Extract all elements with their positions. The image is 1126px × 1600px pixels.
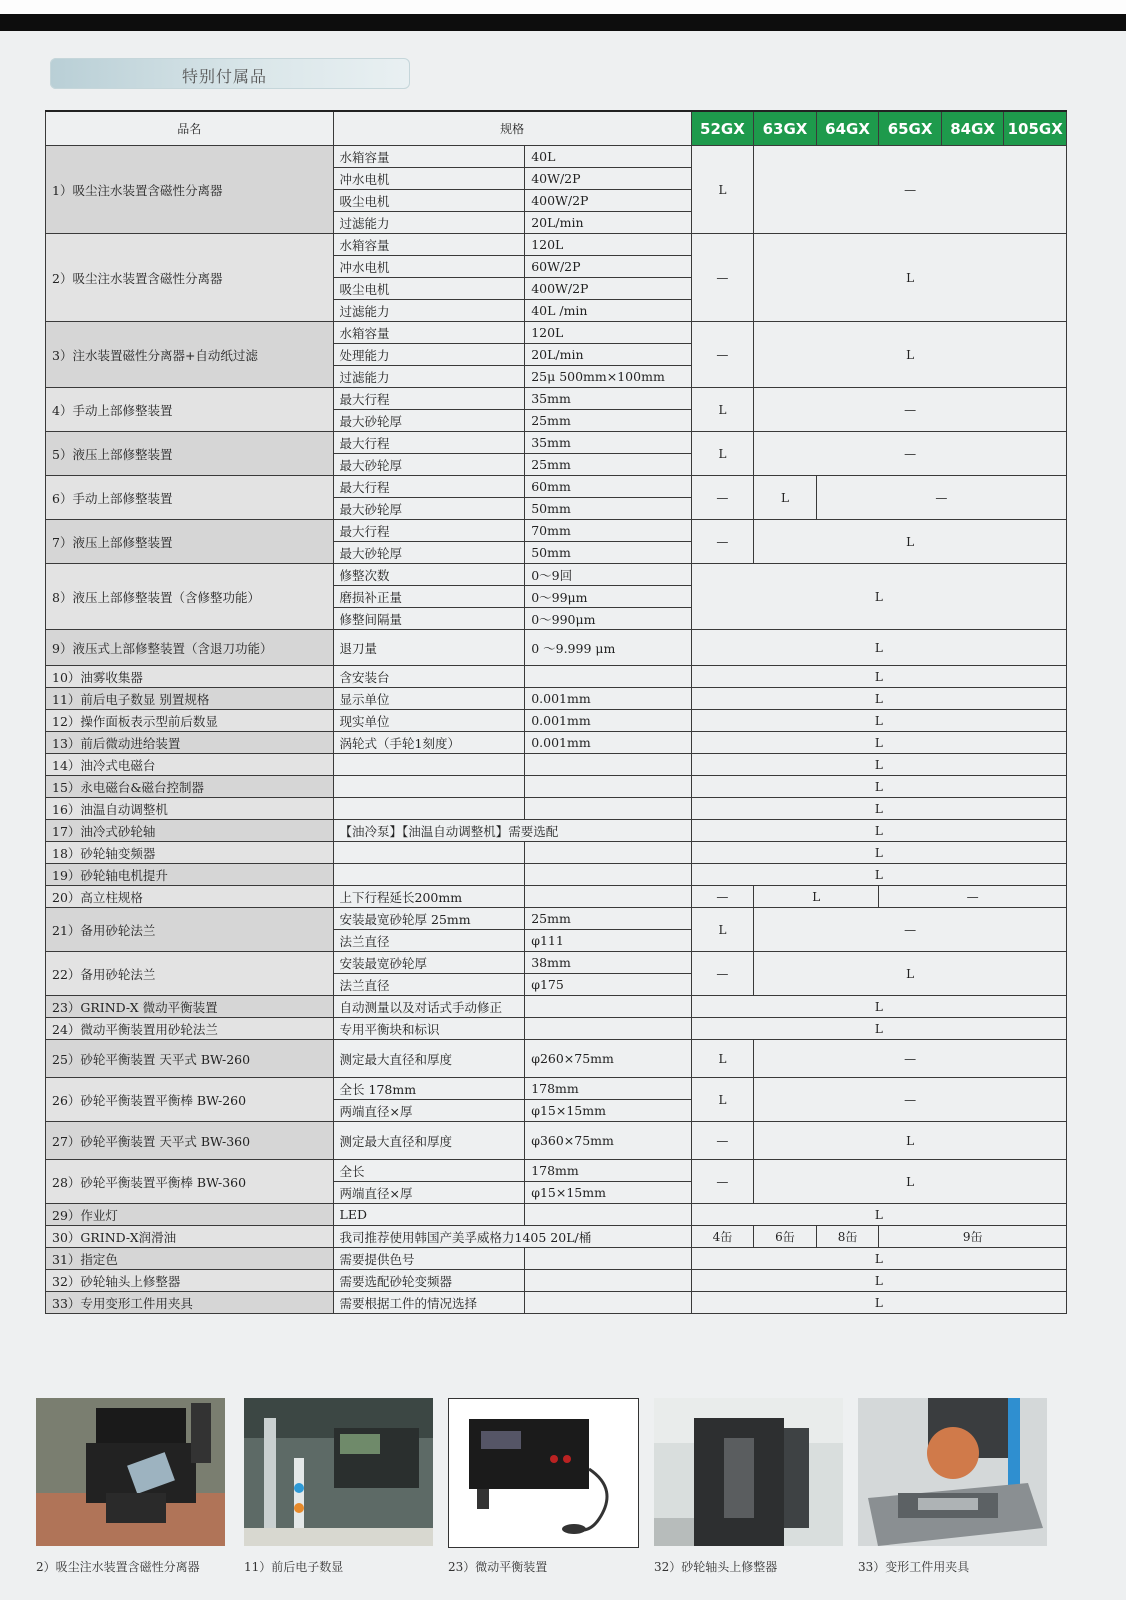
table-row	[46, 1270, 1067, 1292]
availability-all-models: L	[691, 1248, 1066, 1270]
availability-all-models: L	[691, 842, 1066, 864]
photo-caption-4: 32）砂轮轴头上修整器	[654, 1560, 778, 1574]
spec-item	[333, 776, 525, 798]
header-spec: 规格	[333, 111, 691, 146]
table-row	[46, 1018, 1067, 1040]
spec-item: 安装最宽砂轮厚 25mm	[333, 908, 525, 930]
availability-other-models: —	[754, 432, 1067, 476]
oil-quantity: 9缶	[879, 1226, 1067, 1248]
spec-item: 最大砂轮厚	[333, 410, 525, 432]
availability-all-models: L	[691, 688, 1066, 710]
item-name: 26）砂轮平衡装置平衡棒 BW-260	[46, 1078, 334, 1122]
spec-value: 50mm	[525, 498, 691, 520]
table-row	[46, 710, 1067, 732]
availability-other-models: L	[754, 322, 1067, 388]
spec-item: 吸尘电机	[333, 278, 525, 300]
item-name: 28）砂轮平衡装置平衡棒 BW-360	[46, 1160, 334, 1204]
spec-item	[333, 754, 525, 776]
table-row	[46, 1122, 1067, 1160]
availability-52gx: —	[691, 1160, 754, 1204]
spec-item	[333, 864, 525, 886]
spec-value: 0～9回	[525, 564, 691, 586]
item-name: 32）砂轮轴头上修整器	[46, 1270, 334, 1292]
spec-item: 最大行程	[333, 432, 525, 454]
spec-value: 40W/2P	[525, 168, 691, 190]
availability-52gx: —	[691, 234, 754, 322]
availability-52gx: L	[691, 146, 754, 234]
availability-all-models: L	[691, 1018, 1066, 1040]
spec-value: 0 ～9.999 μm	[525, 630, 691, 666]
spec-value: 0.001mm	[525, 688, 691, 710]
spec-item: 最大行程	[333, 520, 525, 542]
spec-item	[333, 842, 525, 864]
photo-strip	[36, 1398, 1066, 1588]
photo-caption-1: 2）吸尘注水装置含磁性分离器	[36, 1560, 200, 1574]
spec-value: 25mm	[525, 454, 691, 476]
photo-caption-2: 11）前后电子数显	[244, 1560, 344, 1574]
spec-item: 吸尘电机	[333, 190, 525, 212]
spec-item: 法兰直径	[333, 974, 525, 996]
spec-value: 120L	[525, 322, 691, 344]
spec-item: 修整次数	[333, 564, 525, 586]
availability-52gx: L	[691, 1078, 754, 1122]
table-row	[46, 520, 1067, 542]
photo-caption-3: 23）微动平衡装置	[448, 1560, 548, 1574]
table-row	[46, 1248, 1067, 1270]
availability-all-models: L	[691, 1204, 1066, 1226]
spec-value	[525, 666, 691, 688]
spec-value	[525, 1270, 691, 1292]
spec-item: 【油冷泵】【油温自动调整机】需要选配	[333, 820, 691, 842]
availability-other-models: —	[754, 1078, 1067, 1122]
table-row	[46, 1160, 1067, 1182]
spec-item: 上下行程延长200mm	[333, 886, 525, 908]
model-52gx: 52GX	[691, 111, 754, 146]
table-row	[46, 476, 1067, 498]
item-name: 30）GRIND-X润滑油	[46, 1226, 334, 1248]
oil-quantity: 8缶	[816, 1226, 879, 1248]
model-84gx: 84GX	[941, 111, 1004, 146]
spec-item: 测定最大直径和厚度	[333, 1122, 525, 1160]
availability-63gx: L	[754, 476, 817, 520]
item-name: 25）砂轮平衡装置 天平式 BW-260	[46, 1040, 334, 1078]
item-name: 33）专用变形工件用夹具	[46, 1292, 334, 1314]
availability-52gx: L	[691, 432, 754, 476]
top-black-band	[0, 14, 1126, 31]
oil-quantity: 6缶	[754, 1226, 817, 1248]
spec-item: 水箱容量	[333, 146, 525, 168]
model-64gx: 64GX	[816, 111, 879, 146]
photo-caption-5: 33）变形工件用夹具	[858, 1560, 970, 1574]
availability-all-models: L	[691, 1292, 1066, 1314]
item-name: 29）作业灯	[46, 1204, 334, 1226]
spec-item: 退刀量	[333, 630, 525, 666]
spec-item: 修整间隔量	[333, 608, 525, 630]
availability-52gx: —	[691, 886, 754, 908]
table-row	[46, 908, 1067, 930]
spec-value	[525, 1018, 691, 1040]
availability-other-models: L	[754, 520, 1067, 564]
availability-all-models: L	[691, 1270, 1066, 1292]
availability-other-models: L	[754, 1122, 1067, 1160]
item-name: 1）吸尘注水装置含磁性分离器	[46, 146, 334, 234]
header-name: 品名	[46, 111, 334, 146]
item-name: 19）砂轮轴电机提升	[46, 864, 334, 886]
table-row	[46, 388, 1067, 410]
availability-all-models: L	[691, 564, 1066, 630]
spec-item: 过滤能力	[333, 366, 525, 388]
item-name: 17）油冷式砂轮轴	[46, 820, 334, 842]
availability-all-models: L	[691, 996, 1066, 1018]
spec-value: 400W/2P	[525, 190, 691, 212]
table-row	[46, 886, 1067, 908]
item-name: 12）操作面板表示型前后数显	[46, 710, 334, 732]
table-row	[46, 820, 1067, 842]
spec-item: 安装最宽砂轮厚	[333, 952, 525, 974]
spec-value: 25mm	[525, 410, 691, 432]
availability-all-models: L	[691, 630, 1066, 666]
item-name: 8）液压上部修整装置（含修整功能）	[46, 564, 334, 630]
availability-52gx: —	[691, 322, 754, 388]
item-name: 11）前后电子数显 别置规格	[46, 688, 334, 710]
availability-52gx: L	[691, 388, 754, 432]
availability-all-models: L	[691, 864, 1066, 886]
spec-value	[525, 996, 691, 1018]
item-name: 18）砂轮轴变频器	[46, 842, 334, 864]
spec-item: 专用平衡块和标识	[333, 1018, 525, 1040]
spec-value: 40L	[525, 146, 691, 168]
photo-digital-readout	[244, 1398, 433, 1546]
spec-value	[525, 776, 691, 798]
item-name: 24）微动平衡装置用砂轮法兰	[46, 1018, 334, 1040]
table-header	[46, 111, 1067, 146]
spec-value: φ111	[525, 930, 691, 952]
item-name: 4）手动上部修整装置	[46, 388, 334, 432]
spec-value: 0.001mm	[525, 732, 691, 754]
spec-value: 20L/min	[525, 344, 691, 366]
spec-value: φ260×75mm	[525, 1040, 691, 1078]
spec-item: 最大行程	[333, 388, 525, 410]
spec-item: 磨损补正量	[333, 586, 525, 608]
item-name: 13）前后微动进给装置	[46, 732, 334, 754]
table-row	[46, 1226, 1067, 1248]
spec-value	[525, 798, 691, 820]
item-name: 27）砂轮平衡装置 天平式 BW-360	[46, 1122, 334, 1160]
spec-item: 最大行程	[333, 476, 525, 498]
accessories-table	[45, 110, 1067, 1314]
table-row	[46, 666, 1067, 688]
table-row	[46, 798, 1067, 820]
top-margin	[0, 0, 1126, 14]
model-63gx: 63GX	[754, 111, 817, 146]
spec-item: 全长	[333, 1160, 525, 1182]
spec-value	[525, 864, 691, 886]
item-name: 16）油温自动调整机	[46, 798, 334, 820]
spec-item: 两端直径×厚	[333, 1100, 525, 1122]
availability-63gx: L	[754, 886, 879, 908]
table-row	[46, 732, 1067, 754]
table-row	[46, 146, 1067, 168]
availability-other-models: L	[754, 1160, 1067, 1204]
spec-item: 我司推荐使用韩国产美孚威格力1405 20L/桶	[333, 1226, 691, 1248]
item-name: 22）备用砂轮法兰	[46, 952, 334, 996]
item-name: 2）吸尘注水装置含磁性分离器	[46, 234, 334, 322]
item-name: 9）液压式上部修整装置（含退刀功能）	[46, 630, 334, 666]
spec-item: 需要根据工件的情况选择	[333, 1292, 525, 1314]
table-row	[46, 996, 1067, 1018]
availability-other-models: L	[754, 234, 1067, 322]
availability-52gx: —	[691, 476, 754, 520]
spec-item	[333, 798, 525, 820]
model-105gx: 105GX	[1004, 111, 1067, 146]
item-name: 10）油雾收集器	[46, 666, 334, 688]
spec-item: 涡轮式（手轮1刻度）	[333, 732, 525, 754]
spec-value	[525, 842, 691, 864]
spec-value	[525, 754, 691, 776]
spec-value: φ175	[525, 974, 691, 996]
item-name: 3）注水装置磁性分离器+自动纸过滤	[46, 322, 334, 388]
spec-item: 需要选配砂轮变频器	[333, 1270, 525, 1292]
table-row	[46, 1078, 1067, 1100]
availability-52gx: L	[691, 1040, 754, 1078]
item-name: 6）手动上部修整装置	[46, 476, 334, 520]
table-row	[46, 564, 1067, 586]
spec-item: 冲水电机	[333, 256, 525, 278]
spec-value: 25mm	[525, 908, 691, 930]
photo-wheel-dresser	[654, 1398, 843, 1546]
table-row	[46, 842, 1067, 864]
spec-value: 60mm	[525, 476, 691, 498]
availability-52gx: —	[691, 1122, 754, 1160]
availability-52gx: —	[691, 520, 754, 564]
spec-item: 测定最大直径和厚度	[333, 1040, 525, 1078]
availability-other-models: —	[754, 908, 1067, 952]
table-row	[46, 864, 1067, 886]
photo-balancer	[448, 1398, 639, 1548]
spec-value: 35mm	[525, 432, 691, 454]
availability-all-models: L	[691, 732, 1066, 754]
spec-value: φ15×15mm	[525, 1100, 691, 1122]
item-name: 5）液压上部修整装置	[46, 432, 334, 476]
item-name: 23）GRIND-X 微动平衡装置	[46, 996, 334, 1018]
spec-item: 过滤能力	[333, 212, 525, 234]
spec-value: 0～99μm	[525, 586, 691, 608]
spec-value: 40L /min	[525, 300, 691, 322]
spec-value: 20L/min	[525, 212, 691, 234]
availability-52gx: L	[691, 908, 754, 952]
availability-other-models: —	[754, 388, 1067, 432]
item-name: 31）指定色	[46, 1248, 334, 1270]
availability-other-models: L	[754, 952, 1067, 996]
spec-item: 水箱容量	[333, 322, 525, 344]
availability-all-models: L	[691, 798, 1066, 820]
table-row	[46, 1204, 1067, 1226]
model-65gx: 65GX	[879, 111, 942, 146]
spec-value: 120L	[525, 234, 691, 256]
table-row	[46, 952, 1067, 974]
spec-value: 35mm	[525, 388, 691, 410]
availability-other-models: —	[754, 1040, 1067, 1078]
spec-value: 38mm	[525, 952, 691, 974]
spec-value: φ15×15mm	[525, 1182, 691, 1204]
availability-all-models: L	[691, 666, 1066, 688]
item-name: 15）永电磁台&磁台控制器	[46, 776, 334, 798]
table-row	[46, 688, 1067, 710]
table-row	[46, 754, 1067, 776]
spec-value: 50mm	[525, 542, 691, 564]
spec-value: 60W/2P	[525, 256, 691, 278]
section-title: 特别付属品	[182, 67, 268, 86]
spec-value: 70mm	[525, 520, 691, 542]
photo-fixture	[858, 1398, 1047, 1546]
availability-other-models: —	[754, 146, 1067, 234]
spec-item: 现实单位	[333, 710, 525, 732]
availability-other-models: —	[816, 476, 1066, 520]
table-row	[46, 776, 1067, 798]
availability-all-models: L	[691, 776, 1066, 798]
availability-all-models: L	[691, 820, 1066, 842]
spec-item: LED	[333, 1204, 525, 1226]
spec-item: 全长 178mm	[333, 1078, 525, 1100]
spec-item: 含安装台	[333, 666, 525, 688]
spec-item: 水箱容量	[333, 234, 525, 256]
spec-item: 显示单位	[333, 688, 525, 710]
table-row	[46, 1040, 1067, 1078]
availability-other-models: —	[879, 886, 1067, 908]
spec-item: 最大砂轮厚	[333, 454, 525, 476]
spec-value: 25μ 500mm×100mm	[525, 366, 691, 388]
spec-value	[525, 1292, 691, 1314]
item-name: 21）备用砂轮法兰	[46, 908, 334, 952]
spec-item: 两端直径×厚	[333, 1182, 525, 1204]
availability-all-models: L	[691, 710, 1066, 732]
table-row	[46, 234, 1067, 256]
table-row	[46, 432, 1067, 454]
section-title-box	[50, 58, 410, 89]
spec-item: 处理能力	[333, 344, 525, 366]
table-row	[46, 630, 1067, 666]
spec-item: 最大砂轮厚	[333, 498, 525, 520]
spec-value: 400W/2P	[525, 278, 691, 300]
spec-value: 0～990μm	[525, 608, 691, 630]
spec-item: 自动测量以及对话式手动修正	[333, 996, 525, 1018]
photo-dust-collector	[36, 1398, 225, 1546]
item-name: 20）高立柱规格	[46, 886, 334, 908]
spec-item: 最大砂轮厚	[333, 542, 525, 564]
spec-item: 过滤能力	[333, 300, 525, 322]
spec-value: 178mm	[525, 1078, 691, 1100]
spec-value	[525, 886, 691, 908]
availability-all-models: L	[691, 754, 1066, 776]
spec-value: φ360×75mm	[525, 1122, 691, 1160]
availability-52gx: —	[691, 952, 754, 996]
spec-item: 法兰直径	[333, 930, 525, 952]
spec-value	[525, 1204, 691, 1226]
spec-value: 178mm	[525, 1160, 691, 1182]
oil-quantity: 4缶	[691, 1226, 754, 1248]
spec-item: 冲水电机	[333, 168, 525, 190]
spec-value	[525, 1248, 691, 1270]
table-row	[46, 322, 1067, 344]
spec-item: 需要提供色号	[333, 1248, 525, 1270]
spec-value: 0.001mm	[525, 710, 691, 732]
item-name: 14）油冷式电磁台	[46, 754, 334, 776]
item-name: 7）液压上部修整装置	[46, 520, 334, 564]
table-row	[46, 1292, 1067, 1314]
